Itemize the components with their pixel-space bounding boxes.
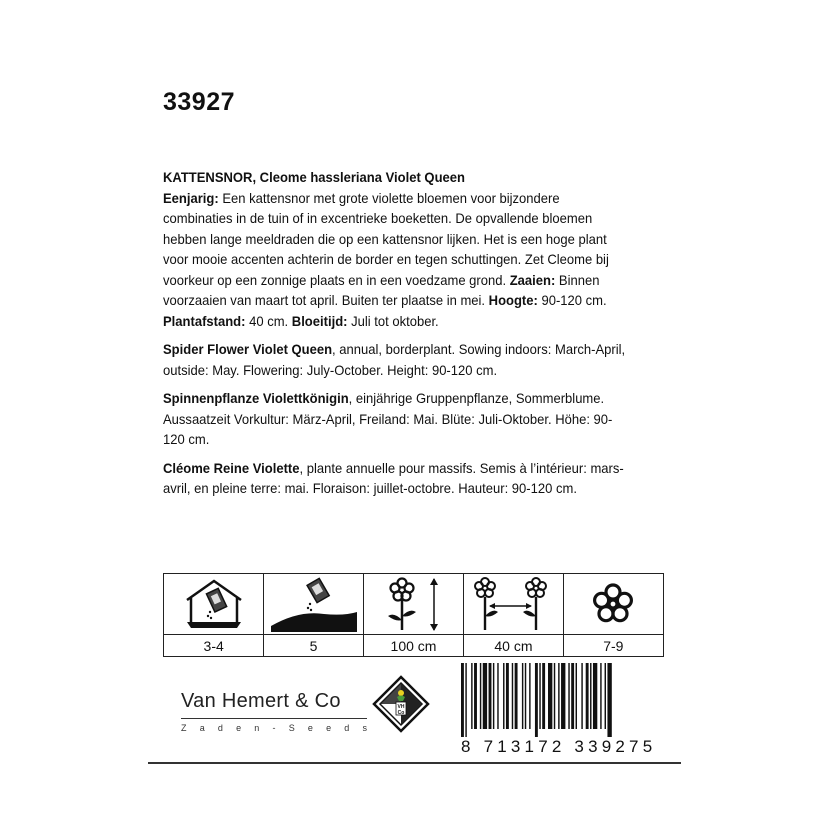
- tagline-char: S: [288, 723, 295, 733]
- tagline-char: n: [254, 723, 260, 733]
- outdoor-sowing-icon: [269, 576, 359, 632]
- barcode-bar: [483, 663, 487, 729]
- svg-text:VH: VH: [397, 704, 405, 710]
- barcode-bar: [489, 663, 492, 729]
- nl-text-4: 40 cm.: [245, 312, 292, 329]
- term-plantafstand: Plantafstand:: [163, 312, 246, 329]
- svg-text:Co: Co: [397, 710, 405, 716]
- barcode-bar: [581, 663, 582, 729]
- barcode-bar: [558, 663, 559, 729]
- bottom-rule: [148, 762, 681, 764]
- flowering-cell: [563, 573, 664, 657]
- term-eenjarig: Eenjarig:: [163, 189, 219, 206]
- barcode-bar: [542, 663, 545, 729]
- barcode-bar: [512, 663, 513, 729]
- barcode-bar: [480, 663, 481, 729]
- sowing-indoors-cell: [163, 573, 264, 657]
- barcode-bar: [497, 663, 498, 729]
- van-hemert-logo: [372, 675, 430, 733]
- barcode-bar: [607, 663, 611, 737]
- german-description: [163, 388, 628, 450]
- barcode-bar: [515, 663, 518, 729]
- barcode-bar: [590, 663, 591, 729]
- term-bloeitijd: Bloeitijd:: [291, 312, 348, 329]
- barcode-bar: [529, 663, 530, 729]
- spacing-label: 40 cm: [494, 637, 533, 654]
- barcode-bar: [571, 663, 574, 729]
- nl-text-3: 90-120 cm.: [537, 292, 607, 308]
- height-label: 100 cm: [390, 637, 437, 654]
- barcode-bar: [525, 663, 526, 729]
- english-title: Spider Flower Violet Queen: [163, 341, 333, 357]
- barcode-bar: [568, 663, 569, 729]
- flowering-label: 7-9: [603, 637, 624, 654]
- tagline-char: a: [199, 723, 205, 733]
- english-text: , annual, borderplant. Sowing indoors: March-April, outside: May. Flowering: July-October. Height: 90-120 cm.: [163, 341, 626, 378]
- german-title: Spinnenpflanze Violettkönigin: [163, 390, 349, 406]
- sowing-indoors-label: 3-4: [203, 637, 224, 654]
- barcode-bar: [593, 663, 597, 729]
- french-title: Cléome Reine Violette: [163, 459, 300, 476]
- barcode-bar: [461, 663, 464, 737]
- flowering-icon: [583, 576, 643, 632]
- dutch-description: [163, 167, 628, 331]
- tagline-char: d: [344, 723, 350, 733]
- barcode-bar: [561, 663, 565, 729]
- barcode-bar: [506, 663, 509, 729]
- spacing-cell: [463, 573, 564, 657]
- plant-height-icon: [374, 576, 454, 632]
- tagline-char: -: [272, 723, 276, 733]
- barcode-bar: [600, 663, 601, 729]
- barcode-bar: [605, 663, 606, 729]
- tagline-char: Z: [181, 723, 187, 733]
- term-zaaien: Zaaien:: [509, 271, 556, 288]
- barcode-bar: [503, 663, 504, 729]
- product-code: 33927: [163, 88, 236, 116]
- nl-text-1: Een kattensnor met grote violette bloemen voor bijzondere combinaties in de tuin of in excentrieke boeketten. De opvallende bloemen hebben lange meeldraden die op een kattensnor lijken. Het is een hoge plant voor mooie accenten achterin de border en tegen schuttingen. Zet Cleome bij voorkeur op een zonnige plaats en in een voedzame grond.: [163, 189, 609, 288]
- height-cell: [363, 573, 464, 657]
- tagline-char: e: [307, 723, 313, 733]
- english-description: [163, 339, 628, 380]
- barcode: [460, 663, 668, 737]
- tagline-char: e: [236, 723, 242, 733]
- barcode-bar: [465, 663, 466, 737]
- sowing-info-table: [163, 573, 664, 657]
- barcode-bar: [493, 663, 494, 729]
- greenhouse-sowing-icon: [179, 576, 249, 632]
- sowing-outdoors-cell: [263, 573, 364, 657]
- barcode-bar: [554, 663, 555, 729]
- plant-spacing-icon: [468, 576, 558, 632]
- barcode-bar: [539, 663, 540, 729]
- barcode-bar: [535, 663, 538, 737]
- dutch-title: KATTENSNOR, Cleome hassleriana Violet Queen: [163, 169, 465, 185]
- barcode-bar: [586, 663, 589, 729]
- tagline-char: d: [217, 723, 223, 733]
- term-hoogte: Hoogte:: [488, 292, 538, 308]
- french-text: , plante annuelle pour massifs. Semis à l’intérieur: mars-avril, en pleine terre: mai. Floraison: juillet-octobre. Hauteur: 90-120 cm.: [163, 459, 624, 496]
- nl-text-2: Binnen voorzaaien van maart tot april. Buiten ter plaatse in mei.: [163, 271, 600, 308]
- brand-name: Van Hemert & Co: [181, 690, 341, 712]
- nl-text-5: Juli tot oktober.: [347, 312, 439, 329]
- barcode-bar: [471, 663, 472, 729]
- barcode-bar: [548, 663, 552, 729]
- tagline-char: e: [326, 723, 332, 733]
- tagline-char: s: [362, 723, 367, 733]
- french-description: [163, 458, 628, 499]
- description-block: [163, 167, 628, 507]
- barcode-number: 8 713172 339275: [461, 737, 657, 756]
- brand-tagline: [181, 723, 367, 733]
- sowing-outdoors-label: 5: [309, 637, 318, 654]
- barcode-bar: [522, 663, 523, 729]
- brand-divider: [181, 718, 367, 719]
- german-text: , einjährige Gruppenpflanze, Sommerblume. Aussaatzeit Vorkultur: März-April, Freiland: Mai. Blüte: Juli-Oktober. Höhe: 90-120 cm.: [163, 390, 613, 447]
- barcode-bar: [474, 663, 477, 729]
- barcode-bar: [576, 663, 577, 729]
